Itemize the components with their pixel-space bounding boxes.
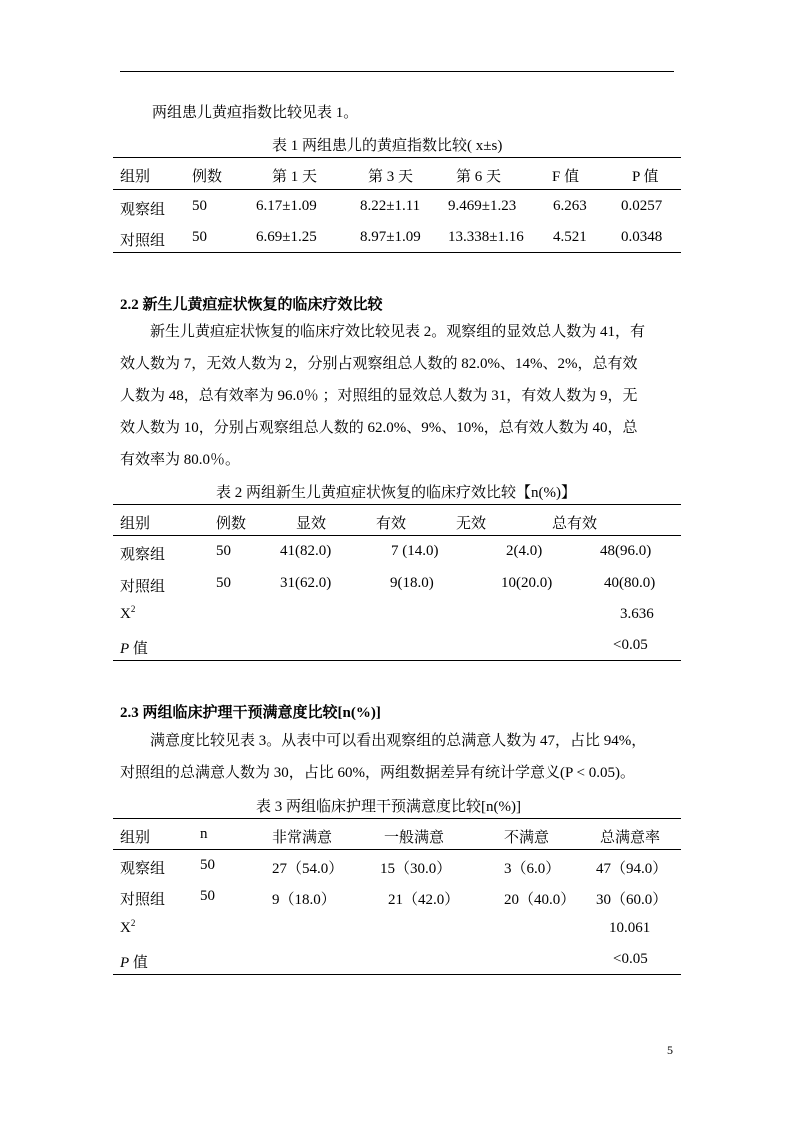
paragraph-line: 对照组的总满意人数为 30，占比 60%，两组数据差异有统计学意义(P < 0.05)。 (120, 765, 635, 781)
page-number: 5 (667, 1043, 673, 1057)
table3-cell: 对照组 (120, 892, 166, 908)
table3-header-n: n (200, 826, 208, 842)
table3-cell: 30（60.0） (596, 892, 668, 908)
table2-cell: 48(96.0) (600, 543, 652, 559)
table1-header-count: 例数 (192, 169, 223, 185)
table3-header-unsatisfied: 不满意 (504, 830, 550, 846)
table3-chi-value: 10.061 (609, 920, 651, 936)
table3-header-total: 总满意率 (600, 830, 661, 846)
table1-bottom-rule (113, 252, 681, 253)
table3-cell: 9（18.0） (272, 892, 336, 908)
table3-cell: 50 (200, 888, 215, 904)
table3-cell: 47（94.0） (596, 861, 668, 877)
table2-cell: 2(4.0) (506, 543, 543, 559)
table3-cell: 27（54.0） (272, 861, 344, 877)
paragraph-line: 效人数为 10，分别占观察组总人数的 62.0%、9%、10%，总有效人数为 40，总 (120, 420, 638, 436)
table1-cell: 6.263 (553, 198, 587, 214)
table3-cell: 3（6.0） (504, 861, 561, 877)
table2-cell: 50 (216, 543, 231, 559)
table3-p-value: <0.05 (613, 951, 648, 967)
table1-header-f: F 值 (552, 169, 580, 185)
table2-header-total: 总有效 (552, 516, 598, 532)
table3-header-group: 组别 (120, 830, 151, 846)
table2-header-group: 组别 (120, 516, 151, 532)
table3-chi-label: $X^2$ (120, 918, 136, 936)
table2-cell: 9(18.0) (390, 575, 434, 591)
table3-cell: 观察组 (120, 861, 166, 877)
table3-caption: 表 3 两组临床护理干预满意度比较[n(%)] (256, 799, 521, 815)
table1-cell: 50 (192, 229, 207, 245)
table3-bottom-rule (113, 974, 681, 975)
table2-cell: 10(20.0) (501, 575, 553, 591)
table1-cell: 观察组 (120, 202, 166, 218)
paragraph-line: 新生儿黄疸症状恢复的临床疗效比较见表 2。观察组的显效总人数为 41，有 (150, 324, 646, 340)
table2-top-rule (113, 504, 681, 505)
table1-cell: 50 (192, 198, 207, 214)
table2-p-label: P 值 (120, 641, 148, 657)
table1-header-group: 组别 (120, 169, 151, 185)
table2-cell: 观察组 (120, 547, 166, 563)
table2-cell: 41(82.0) (280, 543, 332, 559)
table1-header-rule (113, 189, 681, 190)
table2-header-ineffective: 无效 (456, 516, 487, 532)
table1-cell: 0.0257 (621, 198, 663, 214)
table3-header-general: 一般满意 (384, 830, 445, 846)
table3-cell: 20（40.0） (504, 892, 576, 908)
paragraph-line: 效人数为 7，无效人数为 2，分别占观察组总人数的 82.0%、14%、2%，总有效 (120, 356, 638, 372)
table2-cell: 31(62.0) (280, 575, 332, 591)
table1-cell: 9.469±1.23 (448, 198, 517, 214)
header-rule (120, 71, 674, 72)
table1-cell: 8.22±1.11 (360, 198, 421, 214)
table3-cell: 50 (200, 857, 215, 873)
table2-cell: 7 (14.0) (391, 543, 439, 559)
table2-cell: 50 (216, 575, 231, 591)
table1-header-day3: 第 3 天 (368, 169, 414, 185)
table1-cell: 对照组 (120, 233, 166, 249)
table2-header-rule (113, 535, 681, 536)
table2-cell: 40(80.0) (604, 575, 656, 591)
table1-header-day1: 第 1 天 (272, 169, 318, 185)
table2-bottom-rule (113, 660, 681, 661)
table2-cell: 对照组 (120, 579, 166, 595)
table1-top-rule (113, 157, 681, 158)
table2-header-count: 例数 (216, 516, 247, 532)
table1-cell: 6.69±1.25 (256, 229, 317, 245)
paragraph-line: 满意度比较见表 3。从表中可以看出观察组的总满意人数为 47，占比 94%， (150, 733, 647, 749)
paragraph-line: 有效率为 80.0％。 (120, 452, 241, 468)
table2-caption: 表 2 两组新生儿黄疸症状恢复的临床疗效比较【n(%)】 (216, 485, 576, 501)
paragraph-line: 人数为 48，总有效率为 96.0％ ；对照组的显效总人数为 31，有效人数为 9，无 (120, 388, 638, 404)
intro-text: 两组患儿黄疸指数比较见表 1。 (152, 105, 359, 121)
table3-cell: 15（30.0） (380, 861, 452, 877)
table1-header-day6: 第 6 天 (456, 169, 502, 185)
table2-chi-value: 3.636 (620, 606, 654, 622)
table3-header-rule (113, 849, 681, 850)
table3-p-label: P 值 (120, 955, 148, 971)
section22-heading: 2.2 新生儿黄疸症状恢复的临床疗效比较 (120, 297, 383, 313)
section23-heading: 2.3 两组临床护理干预满意度比较[n(%)] (120, 705, 381, 721)
section22-paragraph (120, 316, 676, 476)
table1-cell: 6.17±1.09 (256, 198, 317, 214)
table2-p-value: <0.05 (613, 637, 648, 653)
table2-header-marked: 显效 (296, 516, 327, 532)
table1-cell: 0.0348 (621, 229, 663, 245)
section23-paragraph (120, 725, 676, 789)
table2-header-effective: 有效 (376, 516, 407, 532)
table3-cell: 21（42.0） (388, 892, 460, 908)
table2-chi-label: $X^2$ (120, 604, 136, 622)
table1-cell: 13.338±1.16 (448, 229, 524, 245)
table1-cell: 8.97±1.09 (360, 229, 421, 245)
table3-header-very: 非常满意 (272, 830, 333, 846)
table3-top-rule (113, 818, 681, 819)
table1-caption: 表 1 两组患儿的黄疸指数比较( x±s) (272, 138, 503, 154)
table1-header-p: P 值 (632, 169, 659, 185)
table1-cell: 4.521 (553, 229, 587, 245)
